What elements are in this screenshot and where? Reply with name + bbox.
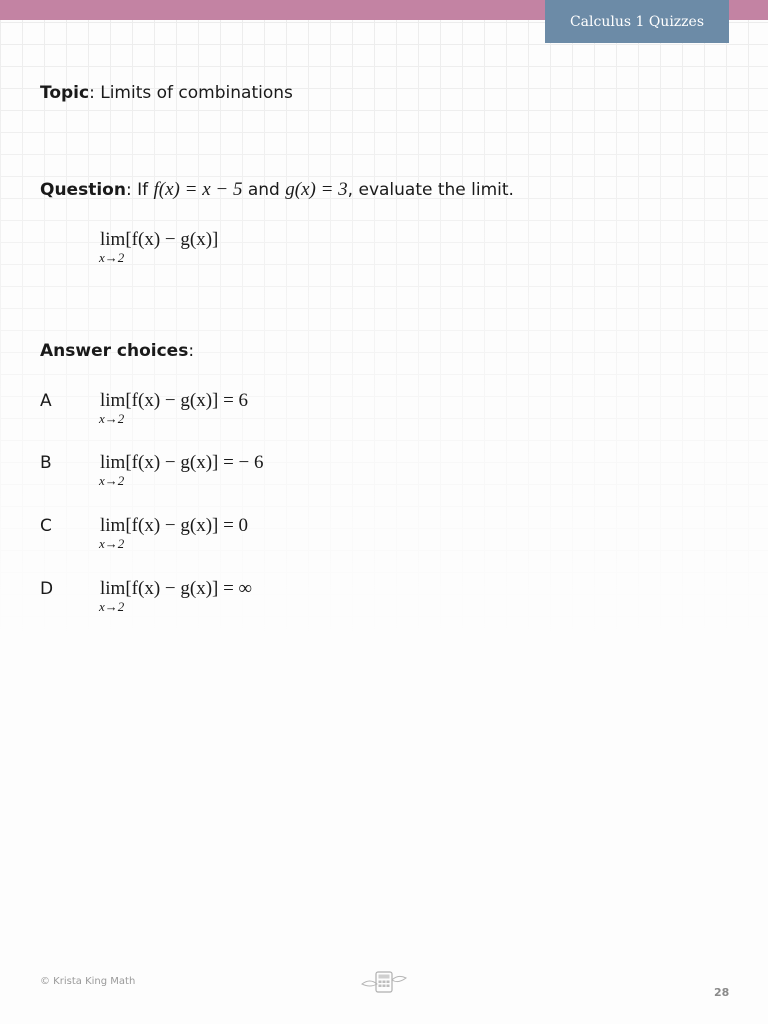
choice-d-expr: lim[f(x) − g(x)] = ∞ [100, 578, 253, 599]
question-and: and [242, 180, 286, 200]
choice-c-expression[interactable] [99, 515, 249, 551]
question-expr-sub: x→2 [99, 250, 125, 265]
choice-c-letter[interactable]: C [40, 516, 52, 536]
topic-label: Topic [40, 83, 90, 103]
topic-sep: : [89, 83, 101, 103]
answers-heading-line [40, 341, 194, 361]
question-limit-expression [99, 229, 219, 265]
choice-c-sub: x→2 [99, 536, 125, 551]
answers-sep: : [188, 341, 195, 361]
choice-b-sub: x→2 [99, 473, 125, 488]
choice-d-sub: x→2 [99, 599, 125, 614]
question-g-def: g(x) = 3 [285, 179, 348, 200]
topic-value: Limits of combinations [100, 83, 293, 103]
choice-b-expression[interactable] [99, 452, 264, 488]
answers-heading: Answer choices [40, 341, 189, 361]
choice-a-sub: x→2 [99, 411, 125, 426]
topic-line [40, 83, 293, 103]
choice-a-letter[interactable]: A [40, 391, 52, 411]
question-line [40, 179, 514, 201]
question-tail: , evaluate the limit. [347, 180, 514, 200]
question-sep: : [125, 180, 138, 200]
choice-b-expr: lim[f(x) − g(x)] = − 6 [100, 452, 264, 473]
page-number: 28 [714, 986, 730, 999]
question-f-def: f(x) = x − 5 [153, 179, 243, 200]
choice-b-letter[interactable]: B [40, 453, 52, 473]
calculator-icon [360, 968, 408, 996]
question-if: If [137, 180, 154, 200]
question-label: Question [40, 180, 126, 200]
choice-d-letter[interactable]: D [40, 579, 54, 599]
choice-a-expression[interactable] [99, 390, 249, 426]
question-expr: lim[f(x) − g(x)] [100, 229, 219, 250]
choice-a-expr: lim[f(x) − g(x)] = 6 [100, 390, 249, 411]
choice-c-expr: lim[f(x) − g(x)] = 0 [100, 515, 249, 536]
header-tab [545, 0, 729, 43]
header-title: Calculus 1 Quizzes [569, 13, 705, 30]
footer-copyright: © Krista King Math [40, 976, 136, 987]
choice-d-expression[interactable] [99, 578, 253, 614]
